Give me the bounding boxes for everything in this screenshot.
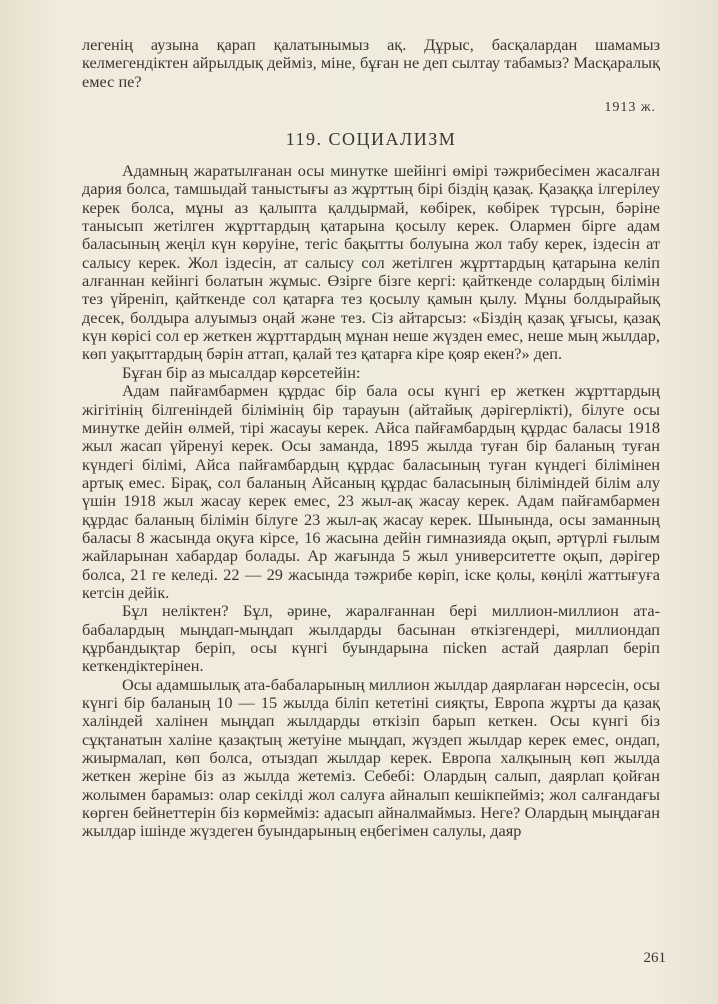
section-title: 119. СОЦИАЛИЗМ — [285, 129, 457, 150]
opening-paragraph: легенің аузына қарап қалатынымыз ақ. Дұрыс, басқалардан шамамыз келмегендіктен айрылдық дейміз, міне, бұған не деп сылтау табамыз? Масқаралық емес пе? — [82, 35, 660, 91]
body-paragraph: Осы адамшылық ата-бабаларының миллион жылдар даярлаған нәрсесін, осы күнгі бір баланың 10 — 15 жылда біліп кететіні сияқты, Европа жұрты да қазақ халіндей халінен мыңдап жылдарды өткізіп барып кеткен. Осы күнгі біз сұқтанатын халіне қазақтың жетуіне мыңдап, жүздеп жылдар керек емес, ондап, жиырмалап, көп болса, отыздап жылдар керек. Европа халқының көп жылда жеткен жеріне біз аз жылда жетеміз. Себебі: Олардың салып, даярлап қойған жолымен барамыз: олар секілді жол салуға айналып кешікпейміз; жол салғандағы көрген бейнеттерін біз көрмейміз: адасып айналмаймыз. Неге? Олардың мыңдаған жылдар ішінде жүздеген буындарының еңбегімен салулы, даяр — [82, 674, 660, 841]
body-paragraph: Адам пайғамбармен құрдас бір бала осы күнгі ер жеткен жұрттардың жігітінің білгеніндей білімінің бір тарауын (айтайық дәрігерлікті), білуге осы минутке дейін өлмей, тірі жасауы керек. Айса пайғамбардың құрдас баласы 1918 жыл жасап үйренуі керек. Осы заманда, 1895 жылда туған бір баланың туған күндегі білімі, Айса пайғамбардың құрдас баласының туған күндегі білімінен артық емес. Бірақ, сол баланың Айсаның құрдас баласының біліміндей білім алу үшін 1918 жыл жасау керек емес, 23 жыл-ақ жасау керек. Адам пайғамбармен құрдас баланың білімін білуге 23 жыл-ақ жасау керек. Шынында, осы заманның баласы 8 жасында оқуға кірсе, 16 жасына дейін гимназияда оқып, әртүрлі ғылым жайларынан хабардар болады. Ар жағында 5 жыл университетте оқып, дәрігер болса, 21 ге келеді. 22 — 29 жасында тәжрибе көріп, іске қолы, көңілі жаттығуға кетсін дейік. — [82, 381, 660, 602]
body-paragraph: Бұған бір аз мысалдар көрсетейін: — [122, 362, 361, 382]
page-number: 261 — [643, 950, 666, 966]
date-line: 1913 ж. — [604, 100, 656, 116]
body-paragraph: Адамның жаратылғанан осы минутке шейінгі өмірі тәжрибесімен жасалған дария болса, тамшыдай таныстығы аз жұрттың бірі біздің қазақ. Қазаққа ілгерілеу керек болса, мұны аз қалыпта қалдырмай, көбірек, көбірек түрсын, бәріне танысып жетілген жұрттардың қатарына қосылу керек. Олармен бірге адам баласының жеңіл күн көруіне, тегіс бақытты болуына жол табу керек, іздесін ат салысу керек. Жол іздесін, ат салысу сол жетілген жұрттардың қатарына келіп алғаннан кейінгі болатын жұмыс. Өзірге бізге кергі: қайткенде солардың білімін тез үйреніп, қайткенде сол қатарға тез қосылу қамын қылу. Мұны болдырайық десек, болдыра алуымыз оңай және тез. Сіз айтарсыз: «Біздің қазақ ұғысы, қазақ күн көрісі сол ер жеткен жұрттардың мұнан нешe жүзден емес, нешe мың жылдар, көп уақыттардың бәрін аттап, қалай тез қатарға кіре қояр екен?» деп. — [82, 161, 660, 364]
body-paragraph: Бұл неліктен? Бұл, әрине, жаралғаннан бері миллион-миллион ата-бабалардың мыңдап-мыңдап жылдарды басынан өткізгендері, миллиондап құрбандықтар беріп, осы күнгі буындарына пісken астай даярлап беріп кеткендіктерінен. — [82, 601, 660, 676]
